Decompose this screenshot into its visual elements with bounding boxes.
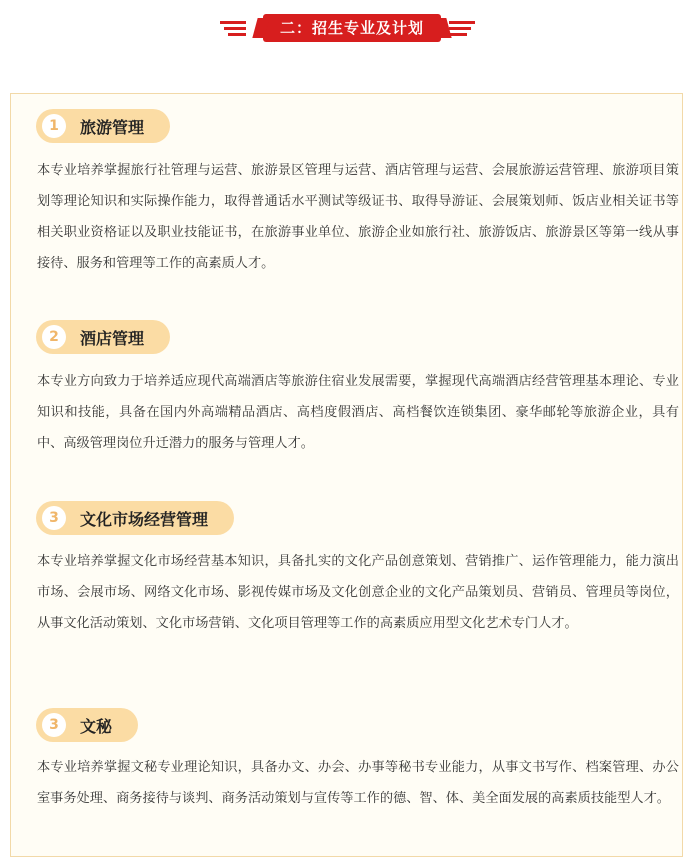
number-badge: 2 (42, 325, 66, 349)
major-title-hotel (36, 320, 170, 354)
major-description: 本专业培养掌握文化市场经营基本知识，具备扎实的文化产品创意策划、营销推广、运作管理能力，能力演出市场、会展市场、网络文化市场、影视传媒市场及文化创意企业的文化产品策划员、营销员、管理员等岗位，从事文化活动策划、文化市场营销、文化项目管理等工作的高素质应用型文化艺术专门人才。 (37, 554, 679, 631)
major-title-culture-market (36, 501, 234, 535)
number-badge: 3 (42, 506, 66, 530)
major-name: 文化市场经营管理 (80, 509, 209, 529)
major-title-secretary (36, 708, 138, 742)
major-name: 旅游管理 (80, 117, 145, 137)
major-description: 本专业方向致力于培养适应现代高端酒店等旅游住宿业发展需要，掌握现代高端酒店经营管理基本理论、专业知识和技能，具备在国内外高端精品酒店、高档度假酒店、高档餐饮连锁集团、豪华邮轮等旅游企业，具有中、高级管理岗位升迁潜力的服务与管理人才。 (37, 374, 679, 451)
section-banner (0, 8, 695, 48)
major-name: 酒店管理 (80, 328, 145, 348)
number-badge: 3 (42, 713, 66, 737)
section-title: 二：招生专业及计划 (263, 14, 441, 42)
number-badge: 1 (42, 114, 66, 138)
major-title-tourism (36, 109, 170, 143)
major-name: 文秘 (80, 716, 113, 736)
major-description: 本专业培养掌握旅行社管理与运营、旅游景区管理与运营、酒店管理与运营、会展旅游运营管理、旅游项目策划等理论知识和实际操作能力，取得普通话水平测试等级证书、取得导游证、会展策划师、饭店业相关证书等相关职业资格证以及职业技能证书，在旅游事业单位、旅游企业如旅行社、旅游饭店、旅游景区等第一线从事接待、服务和管理等工作的高素质人才。 (37, 163, 679, 271)
major-description: 本专业培养掌握文秘专业理论知识，具备办文、办会、办事等秘书专业能力，从事文书写作、档案管理、办公室事务处理、商务接待与谈判、商务活动策划与宣传等工作的德、智、体、美全面发展的高素质技能型人才。 (37, 760, 679, 806)
majors-card (10, 93, 683, 857)
